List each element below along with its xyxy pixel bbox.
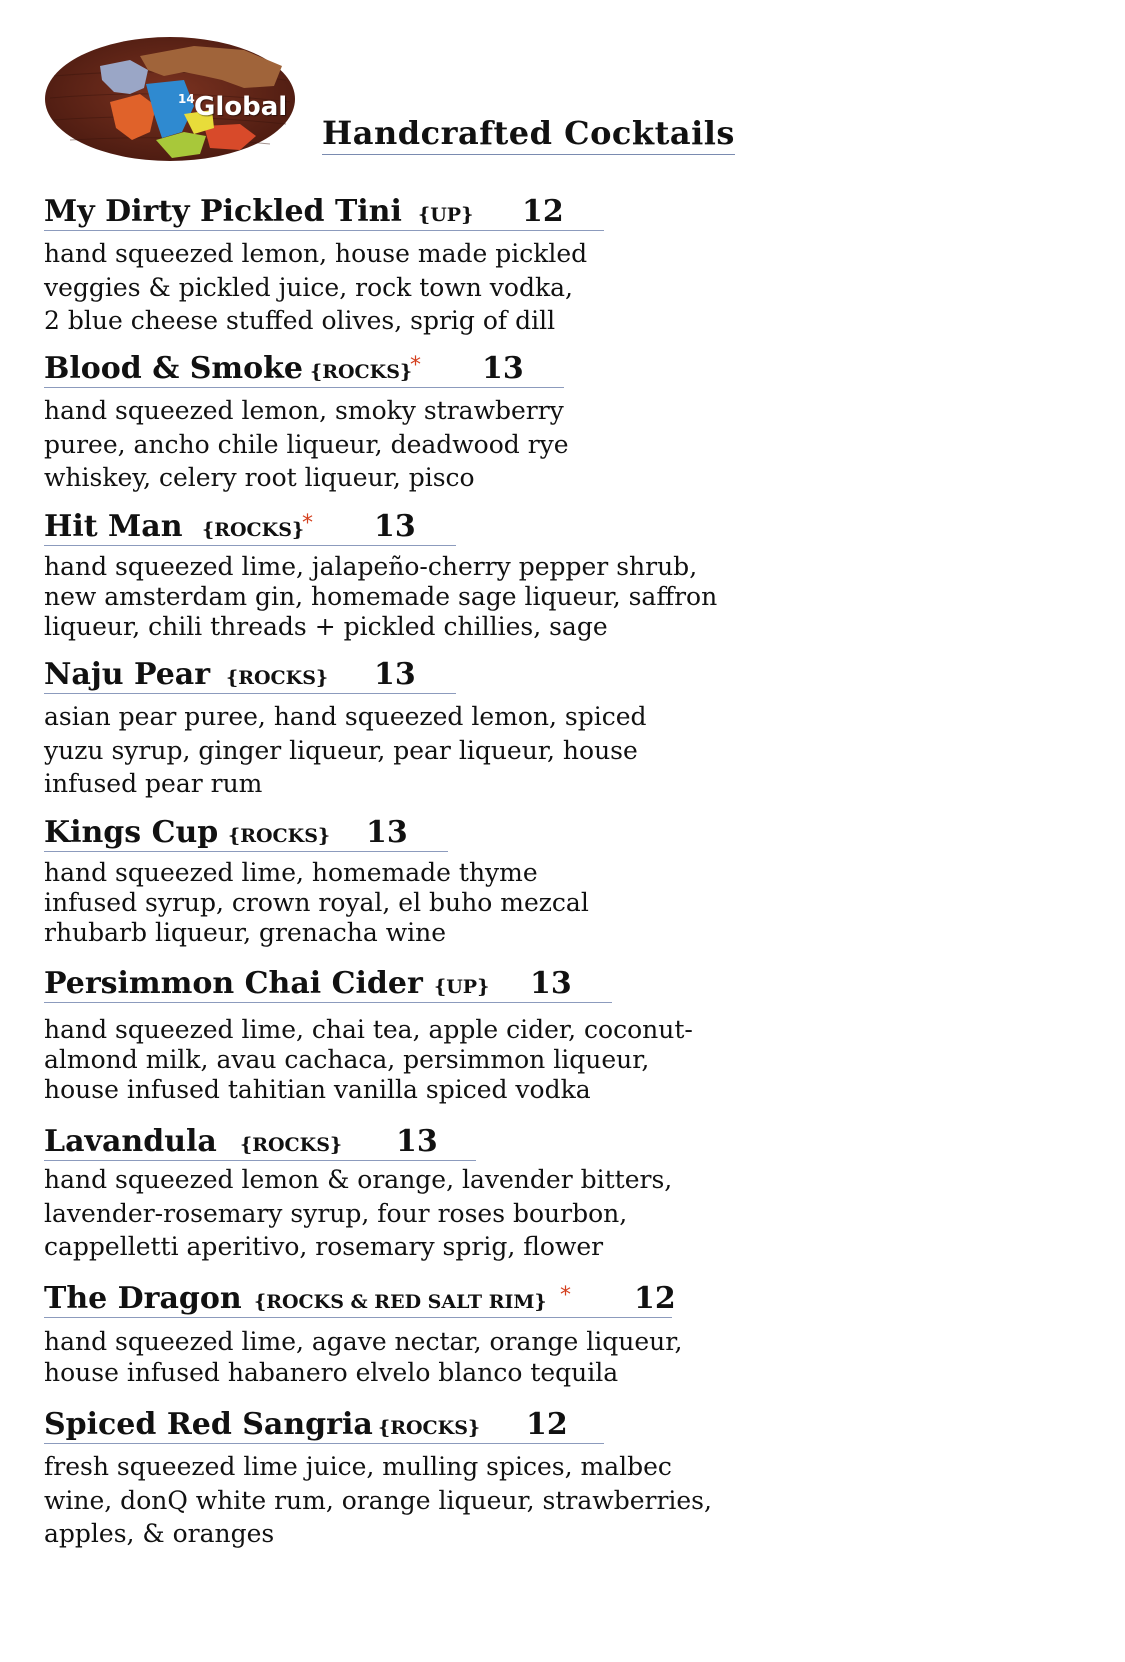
item-serve-style: {ROCKS & RED SALT RIM} (254, 1291, 547, 1313)
item-star: * (560, 1283, 571, 1308)
menu-item (44, 351, 569, 495)
description-line: whiskey, celery root liqueur, pisco (44, 463, 475, 492)
description-line: lavender-rosemary syrup, four roses bourbon, (44, 1198, 628, 1228)
item-star: * (410, 353, 421, 378)
menu-item-header (44, 966, 612, 1003)
item-serve-style: {ROCKS} (378, 1417, 481, 1439)
menu-item (44, 815, 589, 948)
logo-text: Global (194, 92, 288, 122)
menu-item-header (44, 351, 564, 388)
menu-item-header (44, 815, 448, 852)
item-description (44, 1015, 693, 1105)
item-name: Naju Pear (44, 657, 211, 692)
item-name: Lavandula (44, 1124, 217, 1159)
description-line: hand squeezed lemon, smoky strawberry (44, 396, 564, 425)
logo-superscript: 14 (178, 92, 195, 106)
item-name: Persimmon Chai Cider (44, 966, 423, 1001)
item-price: 12 (634, 1281, 676, 1316)
menu-item-header (44, 509, 456, 546)
item-price: 13 (374, 657, 416, 692)
description-line: apples, & oranges (44, 1519, 275, 1548)
description-line: house infused habanero elvelo blanco tequila (44, 1358, 619, 1387)
menu-item (44, 966, 693, 1105)
description-line: liqueur, chili threads + pickled chillies, sage (44, 612, 608, 641)
item-name: Hit Man (44, 509, 183, 544)
menu-item (44, 1281, 682, 1388)
description-line: rhubarb liqueur, grenacha wine (44, 918, 447, 947)
menu-item (44, 509, 717, 642)
item-name: Kings Cup (44, 815, 219, 850)
item-name: My Dirty Pickled Tini (44, 194, 402, 229)
item-price: 13 (396, 1124, 438, 1159)
description-line: house infused tahitian vanilla spiced vodka (44, 1075, 591, 1104)
description-line: hand squeezed lemon, house made pickled (44, 239, 588, 268)
description-line: cappelletti aperitivo, rosemary sprig, flower (44, 1232, 604, 1261)
item-description (44, 1163, 672, 1264)
description-line: new amsterdam gin, homemade sage liqueur, saffron (44, 582, 718, 611)
item-serve-style: {ROCKS} (310, 361, 413, 383)
item-star: * (302, 511, 313, 536)
description-line: hand squeezed lime, agave nectar, orange liqueur, (44, 1327, 683, 1356)
menu-item (44, 1124, 672, 1264)
item-name: Spiced Red Sangria (44, 1407, 373, 1442)
item-serve-style: {UP} (418, 204, 474, 226)
menu-item-header (44, 657, 456, 694)
description-line: 2 blue cheese stuffed olives, sprig of dill (44, 306, 556, 335)
description-line: hand squeezed lime, homemade thyme (44, 858, 538, 887)
item-description (44, 394, 569, 495)
item-serve-style: {ROCKS} (226, 667, 329, 689)
description-line: asian pear puree, hand squeezed lemon, spiced (44, 702, 647, 731)
item-price: 13 (482, 351, 524, 386)
menu-item-header (44, 1407, 604, 1444)
description-line: infused syrup, crown royal, el buho mezcal (44, 888, 589, 917)
description-line: veggies & pickled juice, rock town vodka, (44, 272, 573, 302)
item-serve-style: {UP} (434, 976, 490, 998)
description-line: infused pear rum (44, 769, 263, 798)
description-line: fresh squeezed lime juice, mulling spices, malbec (44, 1452, 672, 1481)
item-description (44, 237, 604, 338)
description-line: hand squeezed lemon & orange, lavender bitters, (44, 1165, 673, 1194)
item-serve-style: {ROCKS} (240, 1134, 343, 1156)
page-title: Handcrafted Cocktails (322, 114, 735, 155)
item-name: The Dragon (44, 1281, 242, 1316)
description-line: yuzu syrup, ginger liqueur, pear liqueur, house (44, 735, 638, 765)
description-line: hand squeezed lime, chai tea, apple cider, coconut- (44, 1015, 693, 1044)
item-description (44, 1326, 682, 1388)
description-line: puree, ancho chile liqueur, deadwood rye (44, 429, 569, 459)
menu-item (44, 657, 647, 801)
description-line: almond milk, avau cachaca, persimmon liqueur, (44, 1045, 650, 1074)
item-price: 12 (522, 194, 564, 229)
item-description (44, 700, 647, 801)
item-price: 12 (526, 1407, 568, 1442)
item-price: 13 (530, 966, 572, 1001)
item-name: Blood & Smoke (44, 351, 304, 386)
item-price: 13 (374, 509, 416, 544)
item-description (44, 1450, 712, 1551)
description-line: hand squeezed lime, jalapeño-cherry pepper shrub, (44, 552, 698, 581)
menu-item (44, 194, 604, 338)
menu-item-header (44, 1281, 676, 1318)
description-line: wine, donQ white rum, orange liqueur, strawberries, (44, 1485, 712, 1515)
menu-item (44, 1407, 712, 1551)
restaurant-logo (44, 36, 296, 162)
menu-item-header (44, 1124, 476, 1161)
item-serve-style: {ROCKS} (228, 825, 331, 847)
item-description (44, 552, 717, 642)
item-serve-style: {ROCKS} (202, 519, 305, 541)
item-price: 13 (366, 815, 408, 850)
item-description (44, 858, 589, 948)
menu-item-header (44, 194, 604, 231)
